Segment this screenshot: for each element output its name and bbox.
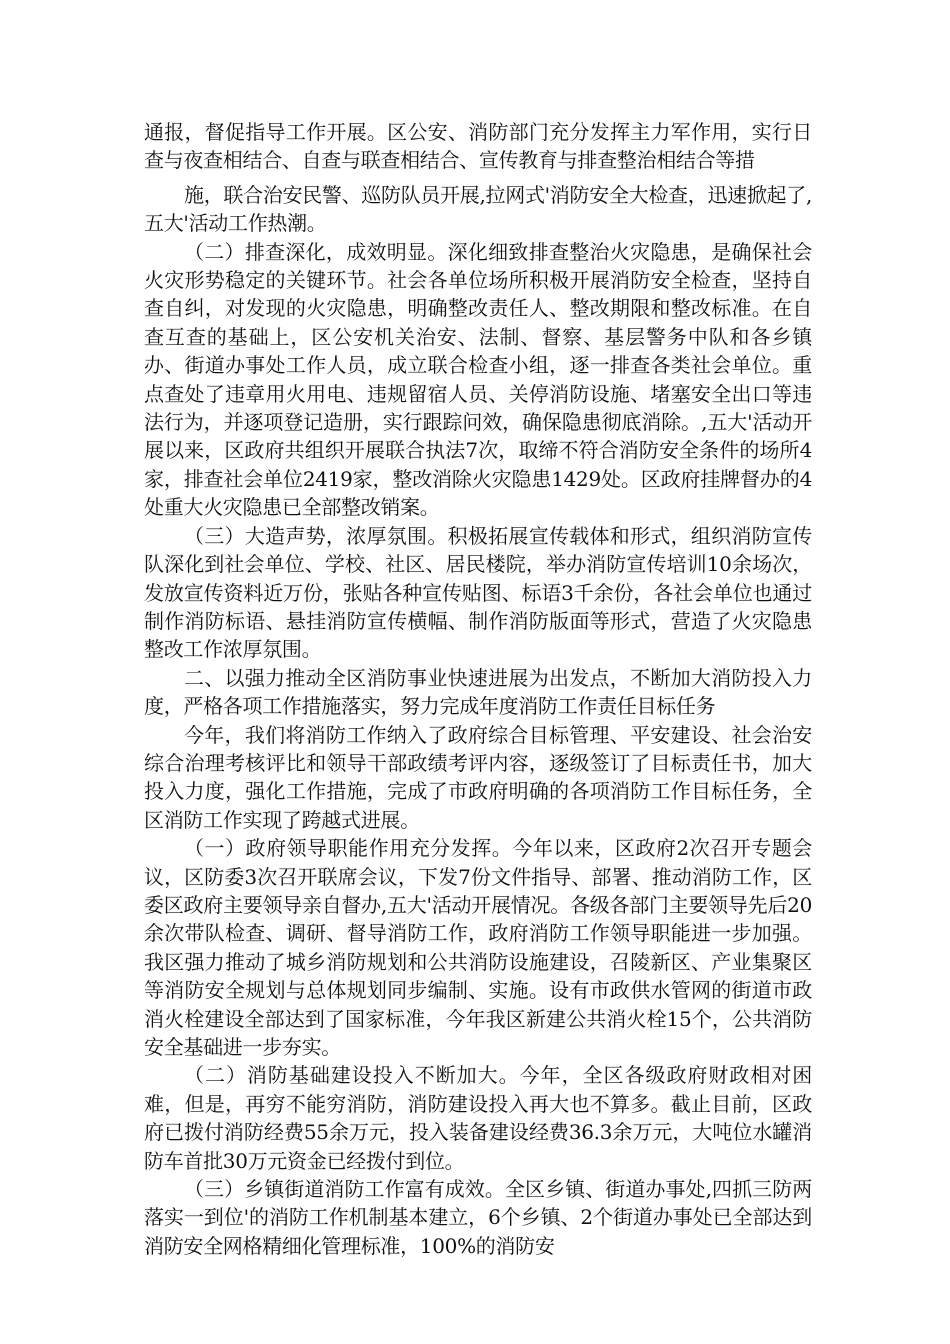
paragraph-2: 施，联合治安民警、巡防队员开展,拉网式'消防安全大检查，迅速掀起了,五大'活动工作热潮。 [144, 182, 813, 236]
paragraph-1: 通报，督促指导工作开展。区公安、消防部门充分发挥主力军作用，实行日查与夜查相结合、自查与联查相结合、宣传教育与排查整治相结合等措 [144, 120, 812, 173]
paragraph-8: （三）乡镇街道消防工作富有成效。全区乡镇、街道办事处,四抓三防两落实一到位'的消防工作机制基本建立，6个乡镇、2个街道办事处已全部达到消防安全网格精细化管理标准，100%的消防安 [144, 1177, 812, 1258]
paragraph-7: （二）消防基础建设投入不断加大。今年，全区各级政府财政相对困难，但是，再穷不能穷消防，消防建设投入再大也不算多。截止目前，区政府已拨付消防经费55余万元，投入装备建设经费36.3余万元，大吨位水罐消防车首批30万元资金已经拨付到位。 [144, 1063, 812, 1173]
paragraph-3: （二）排查深化，成效明显。深化细致排查整治火灾隐患，是确保社会火灾形势稳定的关键环节。社会各单位场所积极开展消防安全检查，坚持自查自纠，对发现的火灾隐患，明确整改责任人、整改期限和整改标准。在自查互查的基础上，区公安机关治安、法制、督察、基层警务中队和各乡镇办、街道办事处工作人员，成立联合检查小组，逐一排查各类社会单位。重点查处了违章用火用电、违规留宿人员、关停消防设施、堵塞安全出口等违法行为，并逐项登记造册，实行跟踪问效，确保隐患彻底消除。,五大'活动开展以来，区政府共组织开展联合执法7次，取缔不符合消防安全条件的场所4家，排查社会单位2419家，整改消除火灾隐患1429处。区政府挂牌督办的4处重大火灾隐患已全部整改销案。 [144, 239, 812, 520]
paragraph-5: 今年，我们将消防工作纳入了政府综合目标管理、平安建设、社会治安综合治理考核评比和领导干部政绩考评内容，逐级签订了目标责任书，加大投入力度，强化工作措施，完成了市政府明确的各项消防工作目标任务，全区消防工作实现了跨越式进展。 [144, 722, 812, 832]
section-heading-2: 二、以强力推动全区消防事业快速进展为出发点，不断加大消防投入力度，严格各项工作措施落实，努力完成年度消防工作责任目标任务 [144, 665, 812, 719]
paragraph-4: （三）大造声势，浓厚氛围。积极拓展宣传载体和形式，组织消防宣传队深化到社会单位、学校、社区、居民楼院，举办消防宣传培训10余场次，发放宣传资料近万份，张贴各种宣传贴图、标语3千余份，各社会单位也通过制作消防标语、悬挂消防宣传横幅、制作消防版面等形式，营造了火灾隐患整改工作浓厚氛围。 [144, 523, 812, 662]
paragraph-6: （一）政府领导职能作用充分发挥。今年以来，区政府2次召开专题会议，区防委3次召开联席会议，下发7份文件指导、部署、推动消防工作，区委区政府主要领导亲自督办,五大'活动开展情况。各级各部门主要领导先后20余次带队检查、调研、督导消防工作，政府消防工作领导职能进一步加强。我区强力推动了城乡消防规划和公共消防设施建设，召陵新区、产业集聚区等消防安全规划与总体规划同步编制、实施。设有市政供水管网的街道市政消火栓建设全部达到了国家标准，今年我区新建公共消火栓15个，公共消防安全基础进一步夯实。 [144, 836, 812, 1059]
document-body [144, 118, 812, 1260]
